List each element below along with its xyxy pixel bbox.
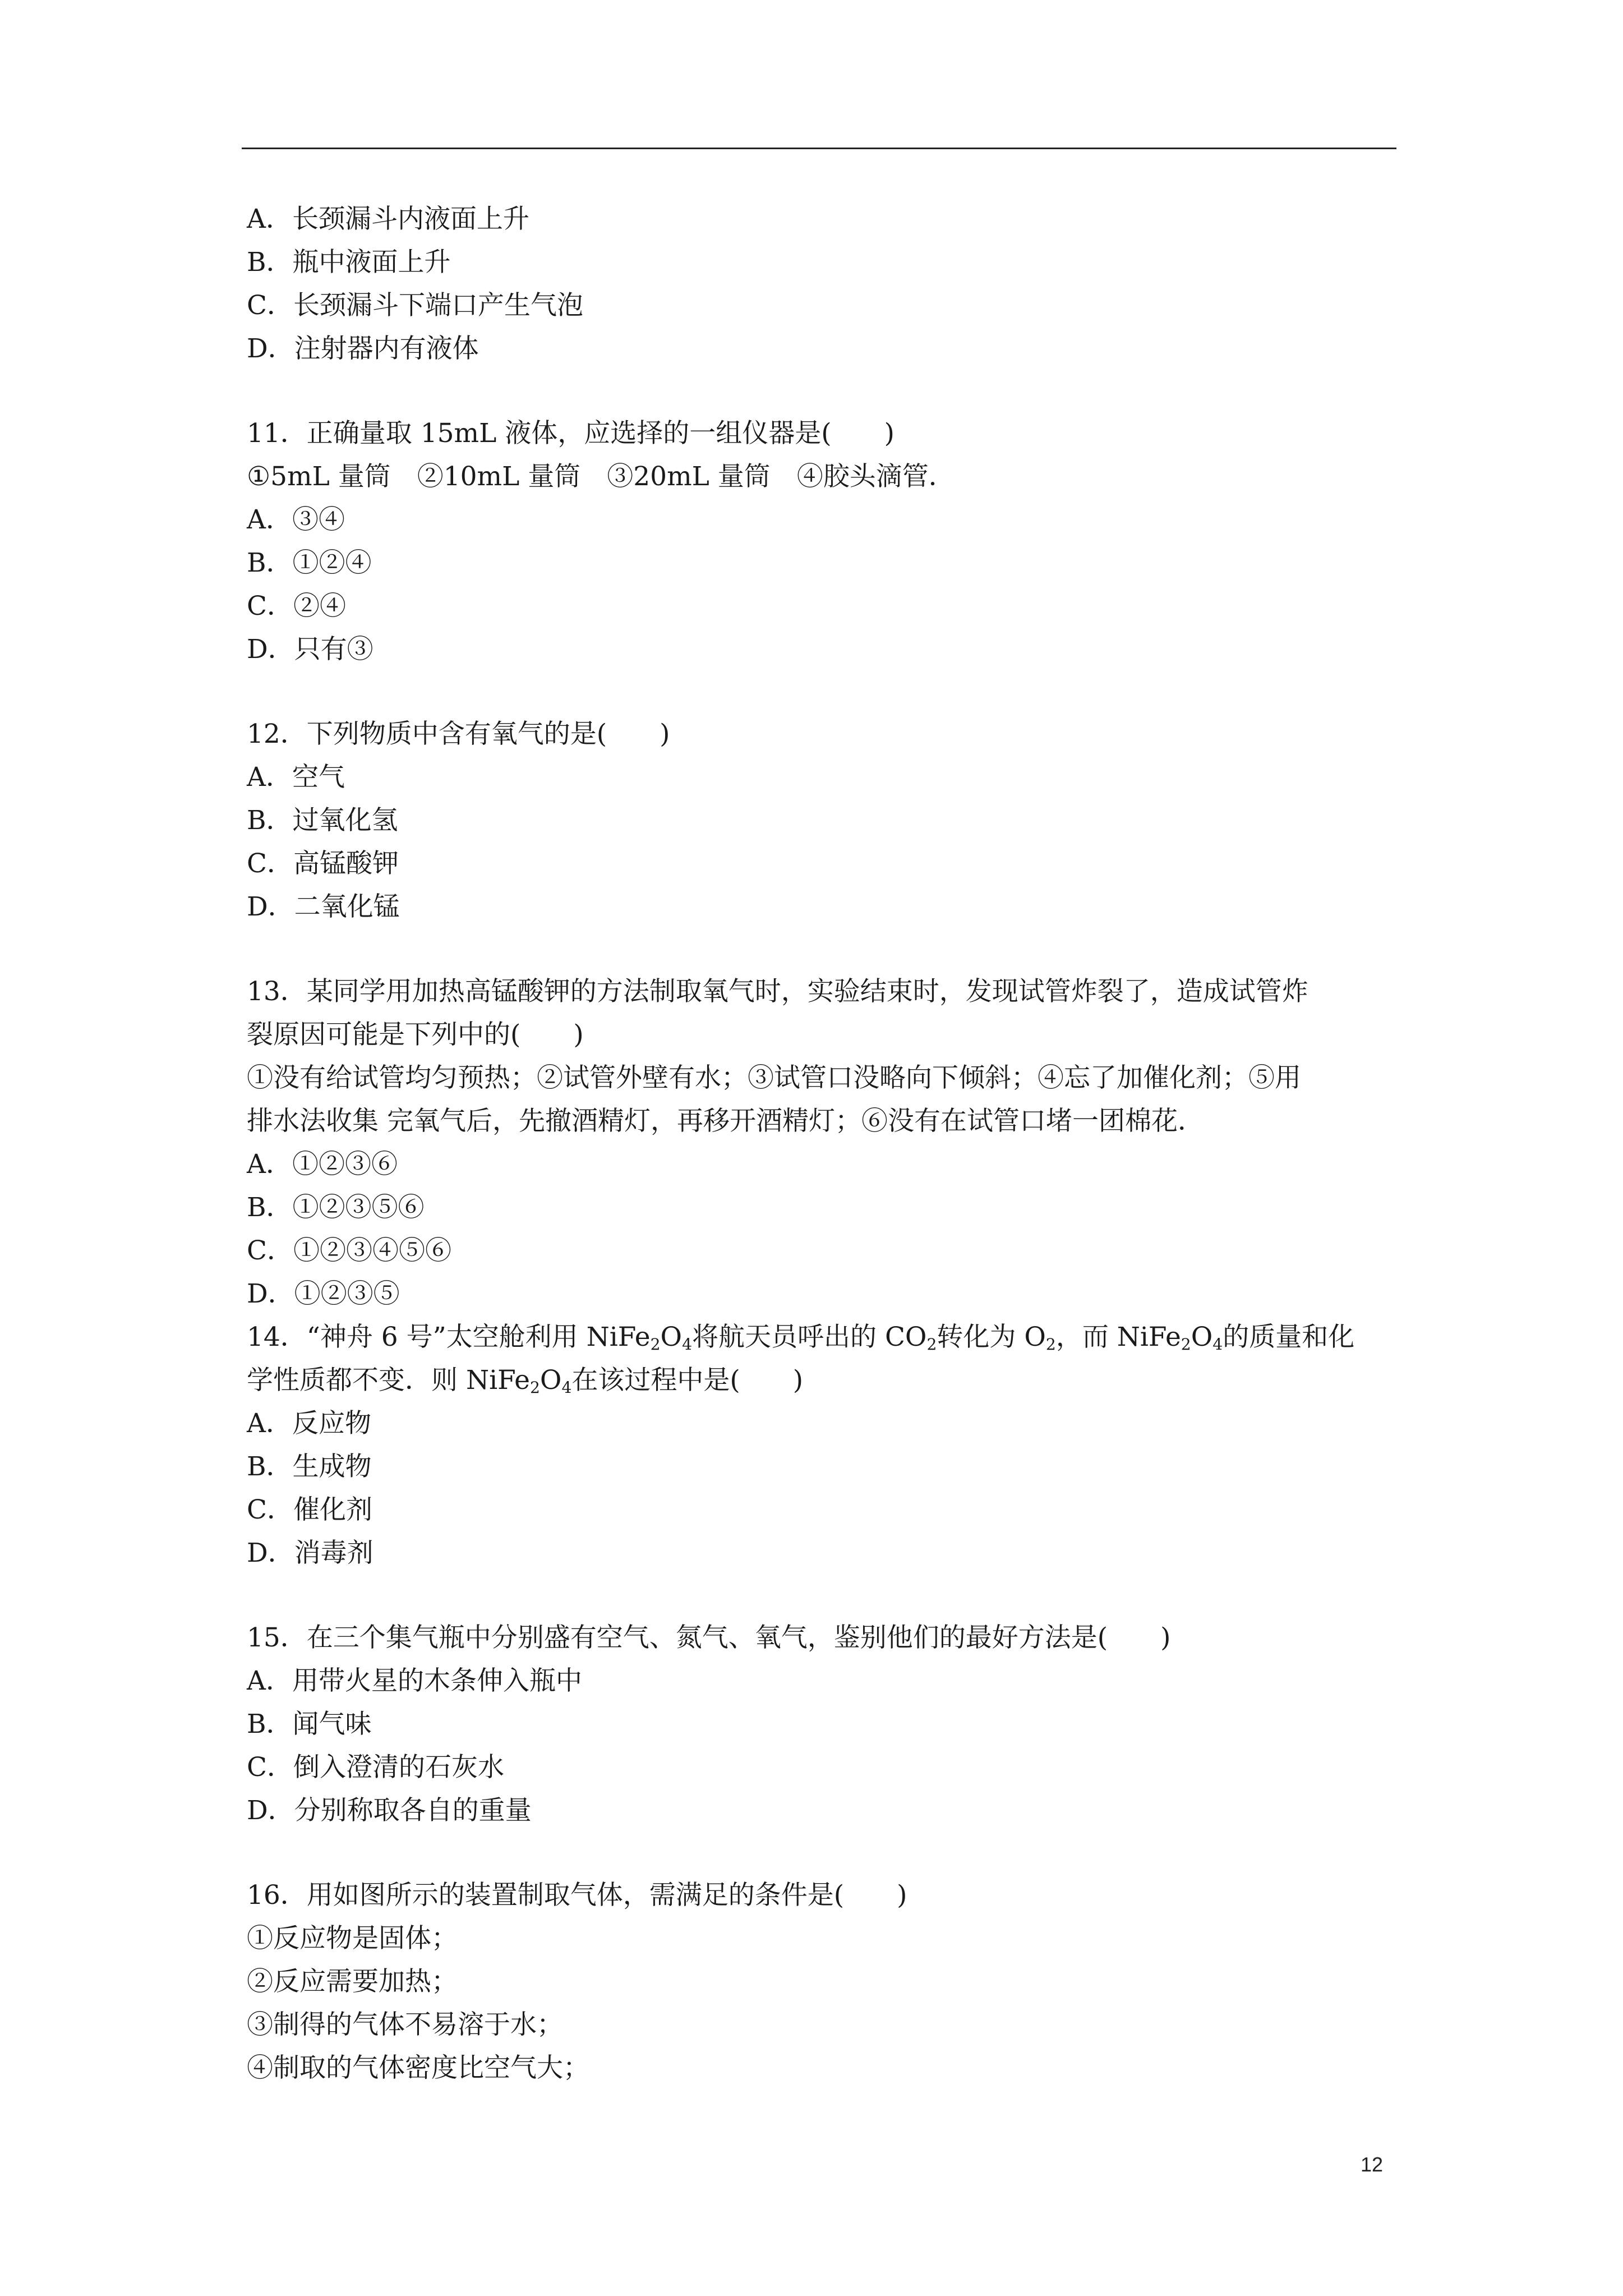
question-13-option-b: B．①②③⑤⑥	[247, 1192, 425, 1223]
question-11-option-c: C．②④	[247, 591, 346, 622]
q14-text: 14．“神舟 6 号”太空舱利用 NiFe	[247, 1322, 651, 1352]
q14-text: 在该过程中是( )	[571, 1365, 804, 1396]
q14-text: 转化为 O	[937, 1322, 1046, 1352]
option-c: C．长颈漏斗下端口产生气泡	[247, 290, 583, 321]
question-14-stem-line-2	[247, 1359, 1402, 1402]
question-13-stem-line-2: 裂原因可能是下列中的( )	[247, 1019, 584, 1050]
q14-text: ，而 NiFe	[1055, 1322, 1181, 1352]
question-11-stem: 11．正确量取 15mL 液体，应选择的一组仪器是( )	[247, 418, 895, 449]
subscript: 2	[1045, 1335, 1056, 1354]
subscript: 4	[561, 1378, 572, 1397]
question-13-option-d: D．①②③⑤	[247, 1278, 400, 1309]
question-15-option-b: B．闻气味	[247, 1709, 372, 1740]
question-14-option-d: D．消毒剂	[247, 1538, 374, 1568]
question-11-option-d: D．只有③	[247, 634, 374, 665]
question-13-option-a: A．①②③⑥	[247, 1149, 398, 1180]
option-b: B．瓶中液面上升	[247, 247, 451, 278]
question-13-stem-line-1: 13．某同学用加热高锰酸钾的方法制取氧气时，实验结束时，发现试管炸裂了，造成试管炸	[247, 976, 1308, 1007]
question-13-items-line-2: 排水法收集 完氧气后，先撤酒精灯，再移开酒精灯；⑥没有在试管口堵一团棉花．	[247, 1106, 1204, 1137]
question-11-option-a: A．③④	[247, 504, 345, 535]
q14-text: 将航天员呼出的 CO	[692, 1322, 927, 1352]
question-11-items: ①5mL 量筒 ②10mL 量筒 ③20mL 量筒 ④胶头滴管．	[247, 461, 955, 492]
question-16-item-2: ②反应需要加热；	[247, 1966, 458, 1997]
subscript: 4	[1212, 1335, 1223, 1354]
question-15-option-a: A．用带火星的木条伸入瓶中	[247, 1665, 582, 1696]
question-13-option-c: C．①②③④⑤⑥	[247, 1235, 451, 1266]
question-15-stem: 15．在三个集气瓶中分别盛有空气、氮气、氧气，鉴别他们的最好方法是( )	[247, 1622, 1171, 1653]
question-15-option-d: D．分别称取各自的重量	[247, 1795, 532, 1826]
question-16-stem: 16．用如图所示的装置制取气体，需满足的条件是( )	[247, 1880, 907, 1911]
q14-text: O	[1191, 1322, 1213, 1352]
question-16-item-3: ③制得的气体不易溶于水；	[247, 2009, 563, 2040]
question-15-option-c: C．倒入澄清的石灰水	[247, 1752, 504, 1783]
question-13-items-line-1: ①没有给试管均匀预热；②试管外壁有水；③试管口没略向下倾斜；④忘了加催化剂；⑤用	[247, 1062, 1301, 1093]
question-12-option-a: A．空气	[247, 762, 345, 793]
q14-text: 学性质都不变．则 NiFe	[247, 1365, 530, 1396]
option-a: A．长颈漏斗内液面上升	[247, 204, 529, 234]
question-12-option-c: C．高锰酸钾	[247, 848, 399, 879]
subscript: 2	[1181, 1335, 1191, 1354]
question-16-item-1: ①反应物是固体；	[247, 1923, 458, 1954]
question-14-stem-line-1	[247, 1315, 1402, 1359]
subscript: 2	[529, 1378, 540, 1397]
q14-text: 的质量和化	[1223, 1322, 1355, 1352]
option-d: D．注射器内有液体	[247, 333, 479, 364]
subscript: 4	[682, 1335, 693, 1354]
question-16-item-4: ④制取的气体密度比空气大；	[247, 2053, 589, 2083]
question-12-stem: 12．下列物质中含有氧气的是( )	[247, 719, 670, 749]
subscript: 2	[926, 1335, 937, 1354]
page-content	[247, 197, 1402, 2090]
question-14-option-a: A．反应物	[247, 1408, 371, 1439]
q14-text: O	[660, 1322, 683, 1352]
question-12-option-b: B．过氧化氢	[247, 805, 398, 836]
question-12-option-d: D．二氧化锰	[247, 891, 400, 922]
question-14-option-b: B．生成物	[247, 1451, 372, 1482]
question-14-option-c: C．催化剂	[247, 1494, 372, 1525]
q14-text: O	[540, 1365, 562, 1396]
header-rule	[242, 148, 1396, 149]
question-11-option-b: B．①②④	[247, 547, 372, 578]
page-number: 12	[1361, 2153, 1384, 2176]
subscript: 2	[650, 1335, 661, 1354]
